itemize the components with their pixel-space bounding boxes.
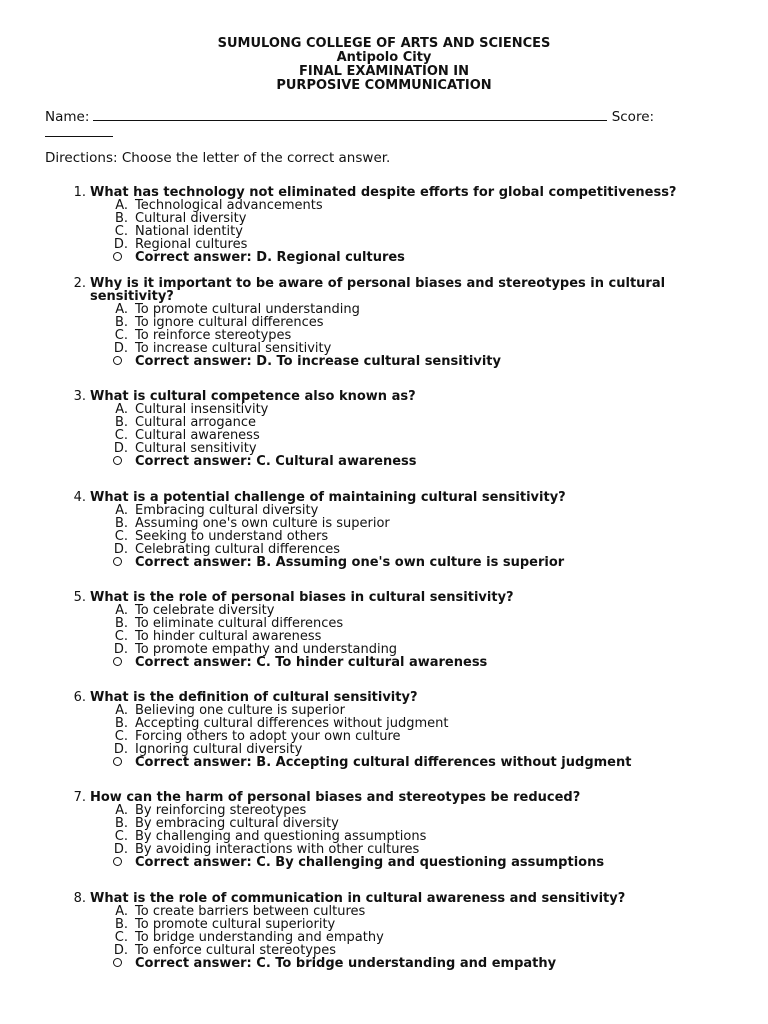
option-letter: A. (115, 703, 128, 718)
correct-answer (0, 556, 768, 569)
question-text: What has technology not eliminated despite efforts for global competitiveness? (90, 185, 677, 200)
option-text: Regional cultures (135, 237, 248, 252)
correct-answer-text: Correct answer: D. To increase cultural sensitivity (135, 354, 501, 369)
correct-answer-text: Correct answer: D. Regional cultures (135, 250, 405, 265)
option-letter: D. (113, 842, 128, 857)
correct-answer-text: Correct answer: B. Assuming one's own culture is superior (135, 555, 565, 570)
circle-bullet-icon (113, 857, 122, 866)
option-text: Ignoring cultural diversity (135, 742, 303, 757)
option-letter: C. (114, 729, 128, 744)
option-text: To promote cultural superiority (135, 917, 336, 932)
option-text: National identity (135, 224, 243, 239)
course-title: PURPOSIVE COMMUNICATION (276, 78, 492, 93)
option-text: By avoiding interactions with other cultures (135, 842, 420, 857)
correct-answer-text: Correct answer: C. To bridge understanding and empathy (135, 956, 557, 971)
option-text: Accepting cultural differences without judgment (135, 716, 449, 731)
option-text: Cultural sensitivity (135, 441, 257, 456)
question-text: What is the role of personal biases in cultural sensitivity? (90, 590, 514, 605)
correct-answer (0, 856, 768, 869)
option-letter: C. (114, 224, 128, 239)
option-letter: B. (114, 816, 128, 831)
option-letter: A. (115, 503, 128, 518)
option-text: Seeking to understand others (135, 529, 329, 544)
option-letter: C. (114, 428, 128, 443)
question-text: Why is it important to be aware of personal biases and stereotypes in cultural sensitivity? (90, 276, 666, 304)
circle-bullet-icon (113, 557, 122, 566)
circle-bullet-icon (113, 252, 122, 261)
option-text: To increase cultural sensitivity (135, 341, 332, 356)
option-letter: D. (113, 237, 128, 252)
score-label: Score: (611, 109, 655, 125)
option-letter: B. (114, 616, 128, 631)
school-name: SUMULONG COLLEGE OF ARTS AND SCIENCES (217, 36, 551, 51)
option-letter: D. (113, 542, 128, 557)
option-letter: C. (114, 930, 128, 945)
option-letter: B. (114, 211, 128, 226)
correct-answer-text: Correct answer: C. To hinder cultural awareness (135, 655, 488, 670)
option-text: Celebrating cultural differences (135, 542, 341, 557)
option-text: To hinder cultural awareness (135, 629, 322, 644)
option-letter: A. (115, 904, 128, 919)
option-letter: C. (114, 829, 128, 844)
question-number: 1. (73, 185, 86, 200)
question-text: What is cultural competence also known as? (90, 389, 416, 404)
circle-bullet-icon (113, 356, 122, 365)
option-letter: A. (115, 402, 128, 417)
option-letter: B. (114, 315, 128, 330)
option-letter: B. (114, 716, 128, 731)
option-letter: C. (114, 328, 128, 343)
option-text: By challenging and questioning assumptions (135, 829, 427, 844)
option-text: Technological advancements (135, 198, 323, 213)
question-number: 4. (73, 490, 86, 505)
name-blank[interactable] (93, 108, 607, 121)
question-number: 5. (73, 590, 86, 605)
exam-header (0, 37, 768, 93)
option-text: To bridge understanding and empathy (135, 930, 384, 945)
school-location: Antipolo City (336, 50, 432, 65)
option-text: To enforce cultural stereotypes (135, 943, 337, 958)
option-text: Embracing cultural diversity (135, 503, 319, 518)
option-letter: D. (113, 943, 128, 958)
option-text: Cultural awareness (135, 428, 260, 443)
correct-answer (0, 656, 768, 669)
name-score-line (45, 108, 745, 137)
name-label: Name: (45, 109, 90, 125)
option-letter: B. (114, 415, 128, 430)
option-text: To promote cultural understanding (135, 302, 360, 317)
correct-answer-text: Correct answer: B. Accepting cultural differences without judgment (135, 755, 632, 770)
question-number: 6. (73, 690, 86, 705)
correct-answer-text: Correct answer: C. Cultural awareness (135, 454, 417, 469)
question-text: What is a potential challenge of maintaining cultural sensitivity? (90, 490, 566, 505)
option-text: To reinforce stereotypes (135, 328, 292, 343)
option-text: Forcing others to adopt your own culture (135, 729, 401, 744)
option-letter: D. (113, 441, 128, 456)
correct-answer-text: Correct answer: C. By challenging and questioning assumptions (135, 855, 605, 870)
option-letter: A. (115, 198, 128, 213)
option-letter: D. (113, 642, 128, 657)
score-blank[interactable] (45, 126, 113, 137)
option-text: To ignore cultural differences (135, 315, 324, 330)
directions-text: Directions: Choose the letter of the correct answer. (45, 150, 391, 166)
correct-answer (0, 251, 768, 264)
option-text: Cultural arrogance (135, 415, 257, 430)
option-letter: B. (114, 516, 128, 531)
question-text: How can the harm of personal biases and stereotypes be reduced? (90, 790, 581, 805)
option-letter: A. (115, 803, 128, 818)
option-text: By embracing cultural diversity (135, 816, 339, 831)
option-text: To create barriers between cultures (135, 904, 366, 919)
question-number: 2. (73, 276, 86, 291)
option-text: Cultural diversity (135, 211, 247, 226)
question-text: What is the definition of cultural sensitivity? (90, 690, 418, 705)
option-letter: C. (114, 629, 128, 644)
question-text: What is the role of communication in cultural awareness and sensitivity? (90, 891, 626, 906)
circle-bullet-icon (113, 456, 122, 465)
option-letter: D. (113, 341, 128, 356)
option-letter: D. (113, 742, 128, 757)
question-number: 3. (73, 389, 86, 404)
option-text: Assuming one's own culture is superior (135, 516, 390, 531)
question-number: 8. (73, 891, 86, 906)
option-text: Believing one culture is superior (135, 703, 345, 718)
correct-answer (0, 455, 768, 468)
option-text: To celebrate diversity (135, 603, 275, 618)
circle-bullet-icon (113, 958, 122, 967)
circle-bullet-icon (113, 657, 122, 666)
circle-bullet-icon (113, 757, 122, 766)
option-letter: A. (115, 302, 128, 317)
option-text: To eliminate cultural differences (135, 616, 344, 631)
option-letter: C. (114, 529, 128, 544)
option-text: By reinforcing stereotypes (135, 803, 307, 818)
option-letter: B. (114, 917, 128, 932)
correct-answer (0, 957, 768, 970)
correct-answer (0, 355, 768, 368)
option-text: To promote empathy and understanding (135, 642, 398, 657)
exam-title: FINAL EXAMINATION IN (298, 64, 469, 79)
option-letter: A. (115, 603, 128, 618)
question-number: 7. (73, 790, 86, 805)
option-text: Cultural insensitivity (135, 402, 269, 417)
correct-answer (0, 756, 768, 769)
